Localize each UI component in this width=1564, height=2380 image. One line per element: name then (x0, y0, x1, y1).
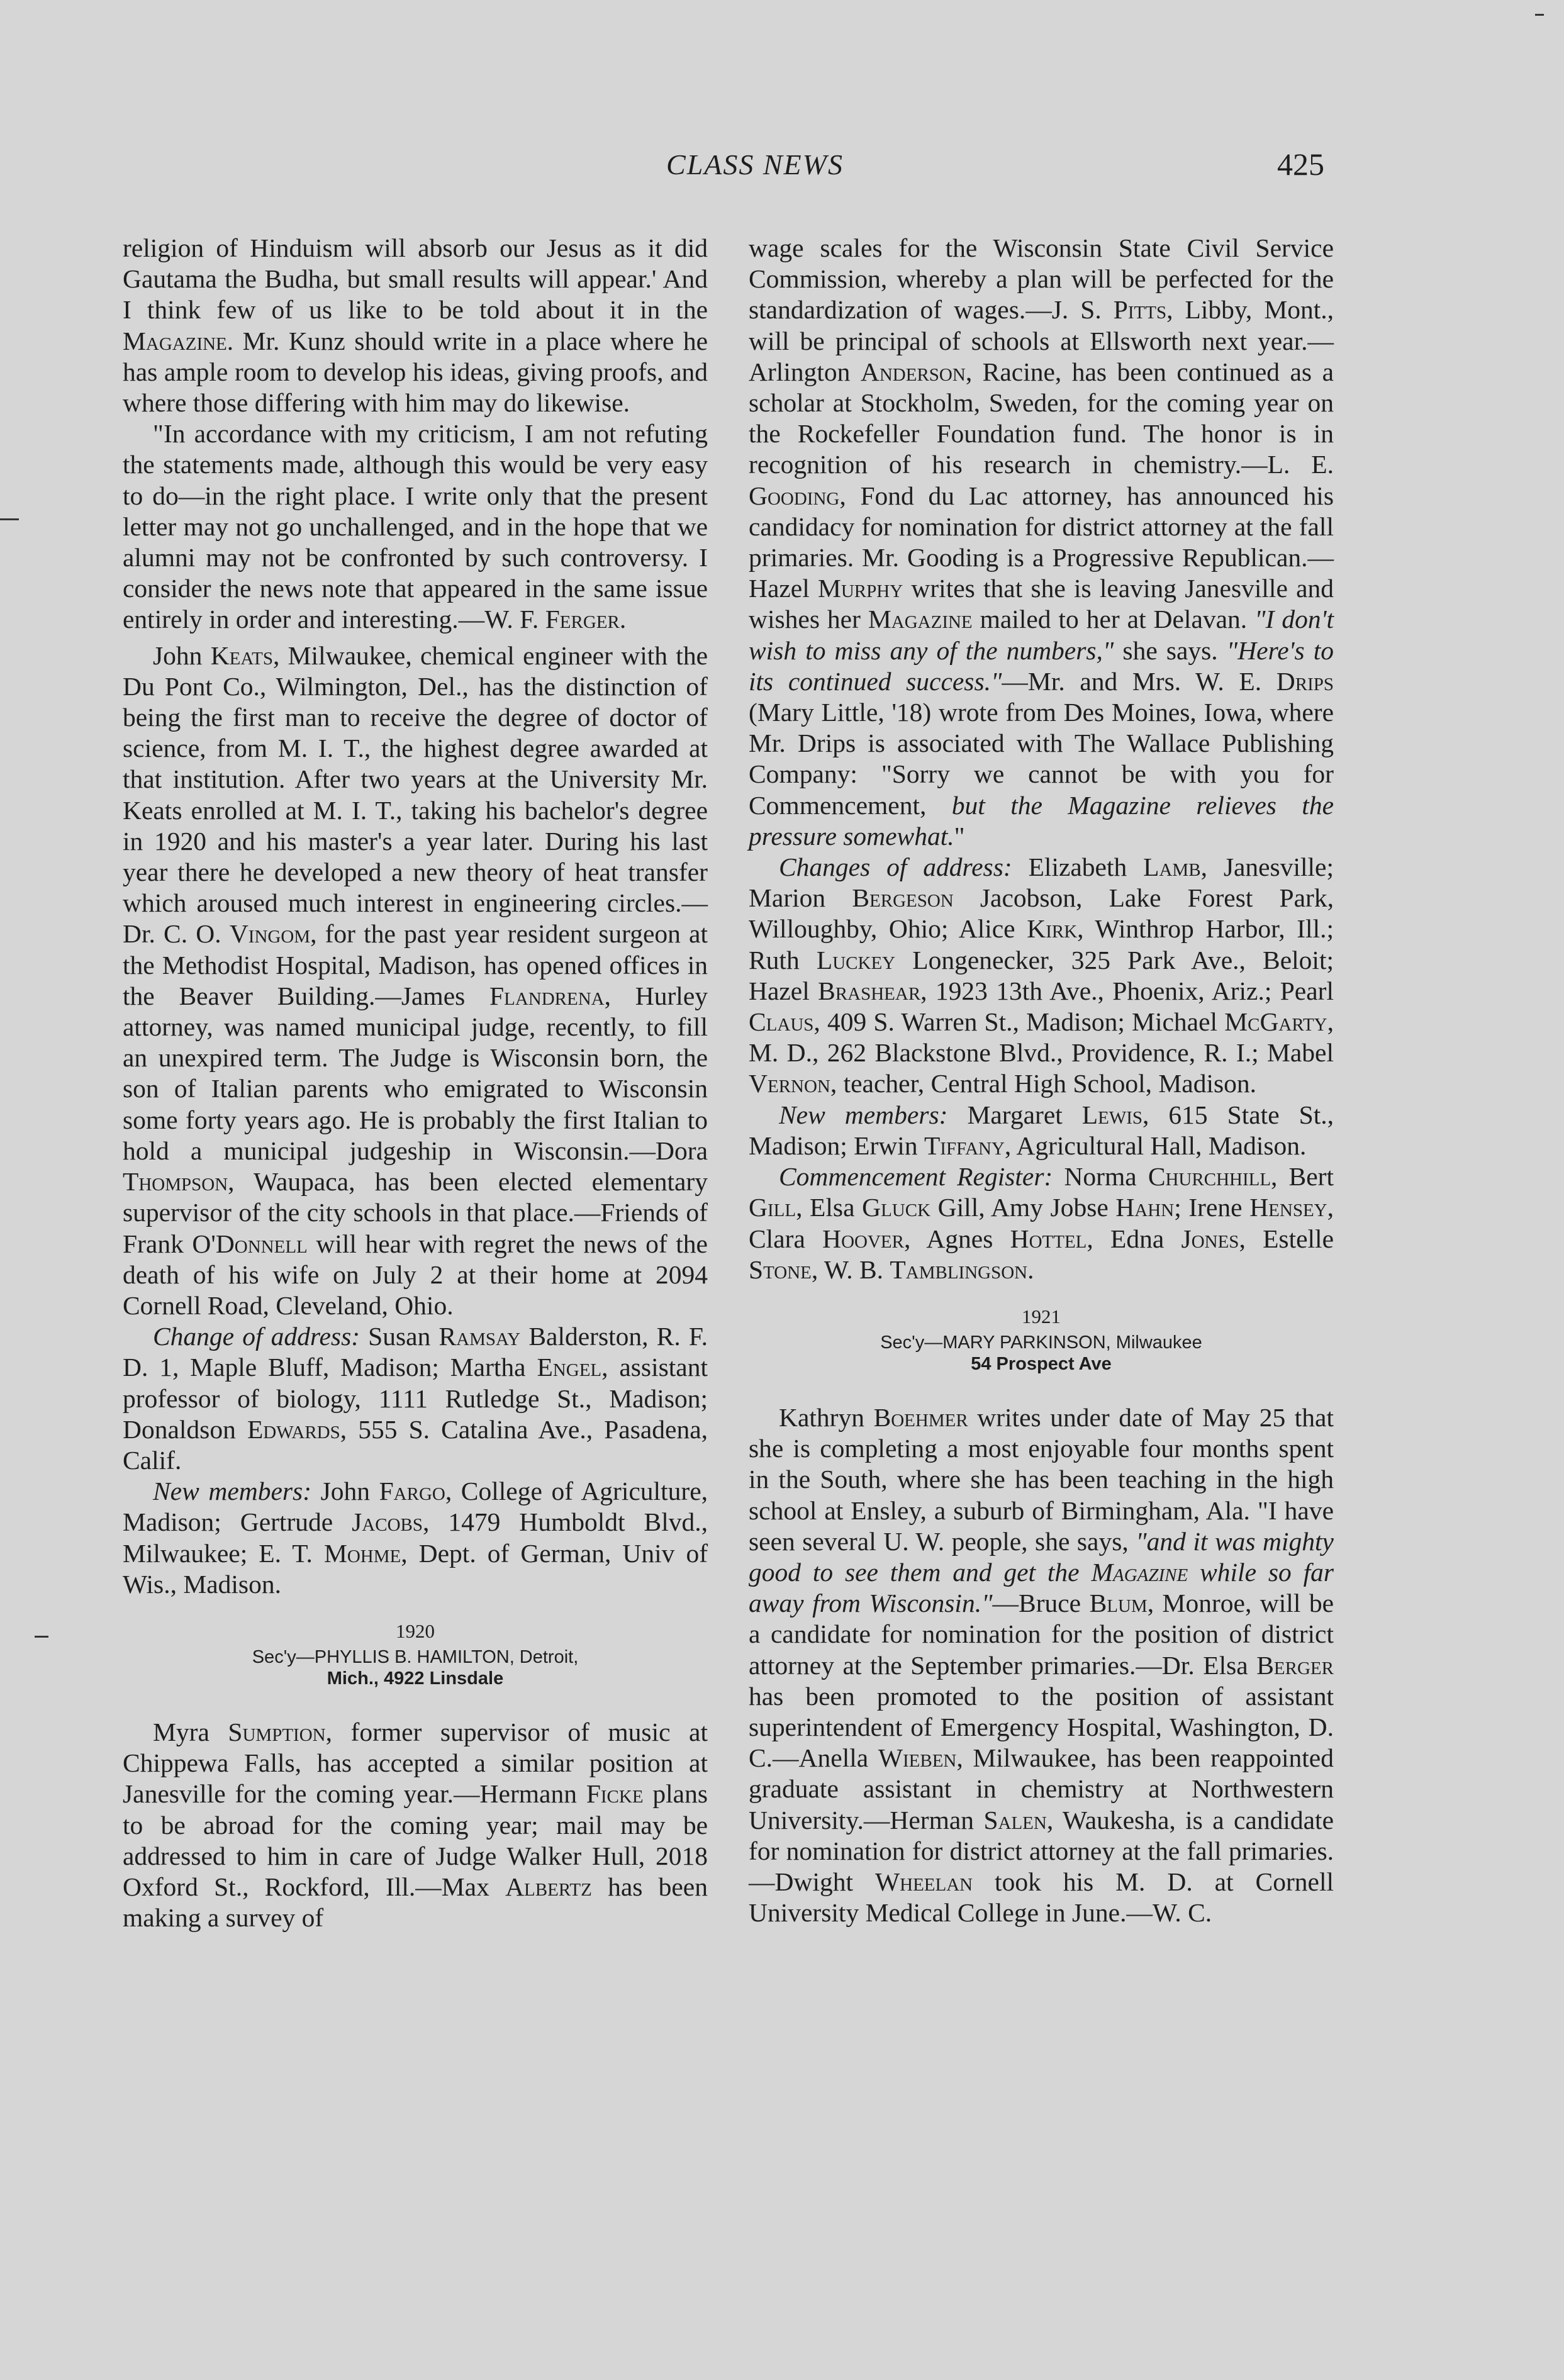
new-members-paragraph: New members: John Fargo, College of Agriculture, Madison; Gertrude Jacobs, 1479 Humboldt Blvd., Milwaukee; E. T. Mohme, Dept. of German, Univ of Wis., Madison. (123, 1477, 708, 1599)
right-column (749, 233, 1334, 1928)
article-paragraph: Kathryn Boehmer writes under date of May 25 that she is completing a most enjoyable four months spent in the South, where she has been teaching in the high school at Ensley, a suburb of Birmingham, Ala. "I have seen several U. W. people, she says, "and it was mighty good to see them and get the Magazine while so far away from Wisconsin."—Bruce Blum, Monroe, will be a candidate for nomination for the position of district attorney at the September primaries.—Dr. Elsa Berger has been promoted to the position of assistant superintendent of Emergency Hospital, Washington, D. C.—Anella Wieben, Milwaukee, has been reappointed graduate assistant in chemistry at Northwestern University.—Herman Salen, Waukesha, is a candidate for nomination for district attorney at the fall primaries.—Dwight Wheelan took his M. D. at Cornell University Medical College in June.—W. C. (749, 1402, 1334, 1928)
article-paragraph: Myra Sumption, former supervisor of music at Chippewa Falls, has accepted a similar position at Janesville for the coming year.—Hermann Ficke plans to be abroad for the coming year; mail may be addressed to him in care of Judge Walker Hull, 2018 Oxford St., Rockford, Ill.—Max Albertz has been making a survey of (123, 1717, 708, 1933)
commencement-register-paragraph: Commencement Register: Norma Churchhill, Bert Gill, Elsa Gluck Gill, Amy Jobse Hahn; Irene Hensey, Clara Hoover, Agnes Hottel, Edna Jones, Estelle Stone, W. B. Tamblingson. (749, 1162, 1334, 1284)
margin-mark (0, 518, 19, 520)
class-year-heading: 1920 (396, 1619, 435, 1642)
margin-mark (35, 1636, 48, 1638)
article-paragraph: "In accordance with my criticism, I am not refuting the statements made, although this would be very easy to do—in the right place. I write only that the present letter may not go unchallenged, and in the hope that we alumni may not be confronted by such controversy. I consider the news note that appeared in the same issue entirely in order and interesting.—W. F. Ferger. (123, 419, 708, 634)
article-paragraph: John Keats, Milwaukee, chemical engineer with the Du Pont Co., Wilmington, Del., has the distinction of being the first man to receive the degree of doctor of science, from M. I. T., the highest degree awarded at that institution. After two years at the University Mr. Keats enrolled at M. I. T., taking his bachelor's degree in 1920 and his master's a year later. During his last year there he developed a new theory of heat transfer which aroused much interest in engineering circles.—Dr. C. O. Vingom, for the past year resident surgeon at the Methodist Hospital, Madison, has opened offices in the Beaver Building.—James Flandrena, Hurley attorney, was named municipal judge, recently, to fill an unexpired term. The Judge is Wisconsin born, the son of Italian parents who emigrated to Wisconsin some forty years ago. He is probably the first Italian to hold a municipal judgeship in Wisconsin.—Dora Thompson, Waupaca, has been elected elementary supervisor of the city schools in that place.—Friends of Frank O'Donnell will hear with regret the news of the death of his wife on July 2 at their home at 2094 Cornell Road, Cleveland, Ohio. (123, 640, 708, 1320)
new-members-paragraph: New members: Margaret Lewis, 615 State St., Madison; Erwin Tiffany, Agricultural Hall, Madison. (749, 1100, 1334, 1160)
changes-of-address-paragraph: Changes of address: Elizabeth Lamb, Janesville; Marion Bergeson Jacobson, Lake Forest Park, Willoughby, Ohio; Alice Kirk, Winthrop Harbor, Ill.; Ruth Luckey Longenecker, 325 Park Ave., Beloit; Hazel Brashear, 1923 13th Ave., Phoenix, Ariz.; Pearl Claus, 409 S. Warren St., Madison; Michael McGarty, M. D., 262 Blackstone Blvd., Providence, R. I.; Mabel Vernon, teacher, Central High School, Madison. (749, 852, 1334, 1098)
left-column (123, 233, 708, 1933)
article-paragraph: wage scales for the Wisconsin State Civil Service Commission, whereby a plan will be perfected for the standardization of wages.—J. S. Pitts, Libby, Mont., will be principal of schools at Ellsworth next year.—Arlington Anderson, Racine, has been continued as a scholar at Stockholm, Sweden, for the coming year on the Rockefeller Foundation fund. The honor is in recognition of his research in chemistry.—L. E. Gooding, Fond du Lac attorney, has announced his candidacy for nomination for district attorney at the fall primaries. Mr. Gooding is a Progressive Republican.—Hazel Murphy writes that she is leaving Janesville and wishes her Magazine mailed to her at Delavan. "I don't wish to miss any of the numbers," she says. "Here's to its continued success."—Mr. and Mrs. W. E. Drips (Mary Little, '18) wrote from Des Moines, Iowa, where Mr. Drips is associated with The Wallace Publishing Company: "Sorry we cannot be with you for Commencement, but the Magazine relieves the pressure somewhat." (749, 233, 1334, 851)
page-number: 425 (1277, 147, 1324, 182)
article-paragraph: religion of Hinduism will absorb our Jesus as it did Gautama the Budha, but small results will appear.' And I think few of us like to be told about it in the Magazine. Mr. Kunz should write in a place where he has ample room to develop his ideas, giving proofs, and where those differing with him may do likewise. (123, 233, 708, 418)
class-secretary: Sec'y—PHYLLIS B. HAMILTON, Detroit, Mich., 4922 Linsdale (252, 1646, 579, 1689)
change-of-address-paragraph: Change of address: Susan Ramsay Balderston, R. F. D. 1, Maple Bluff, Madison; Martha Engel, assistant professor of biology, 1111 Rutledge St., Madison; Donaldson Edwards, 555 S. Catalina Ave., Pasadena, Calif. (123, 1322, 708, 1475)
running-title: CLASS NEWS (666, 148, 844, 181)
class-secretary: Sec'y—MARY PARKINSON, Milwaukee 54 Prospect Ave (880, 1332, 1202, 1374)
margin-mark (1535, 14, 1544, 16)
class-year-heading: 1921 (1022, 1305, 1061, 1327)
